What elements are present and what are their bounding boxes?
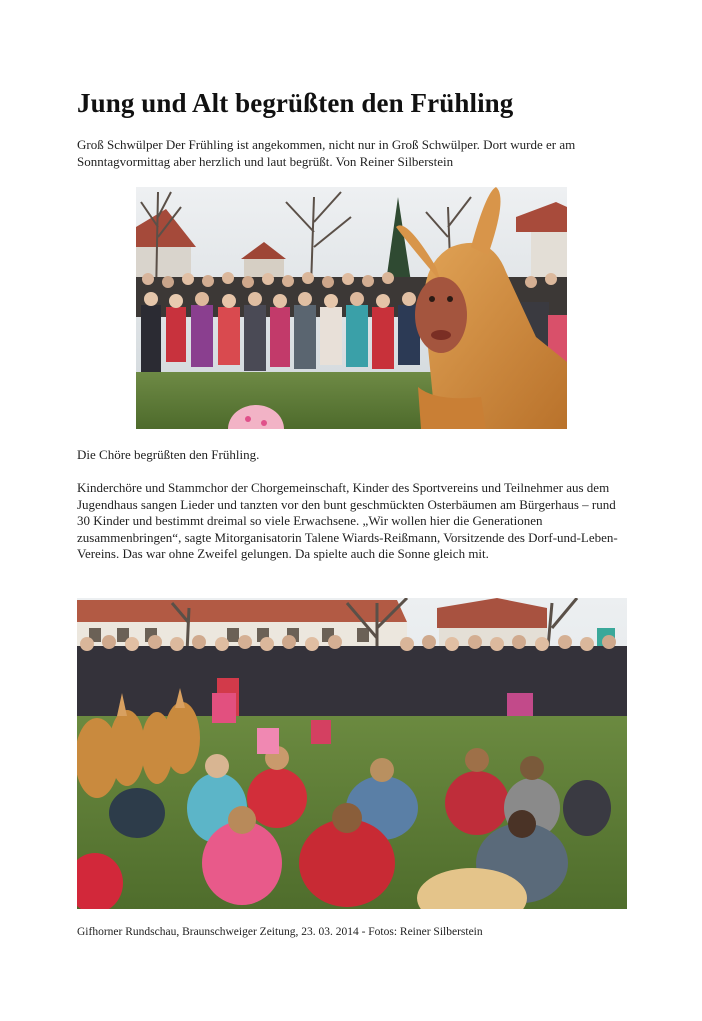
photo-children-circle-dance (77, 598, 627, 909)
photo-caption: Die Chöre begrüßten den Frühling. (77, 447, 260, 462)
article-headline: Jung und Alt begrüßten den Frühling (77, 88, 514, 118)
article-body: Kinderchöre und Stammchor der Chorgemeinschaft, Kinder des Sportvereins und Teilnehmer aus dem Jugendhaus sangen Lieder und tanzten vor den bunt geschmückten Osterbäumen am Bürgerhaus – rund 30 Kinder und bestimmt dreimal so viele Erwachsene. „Wir wollen hier die Generationen zusammenbringen“, sagte Mitorganisatorin Talene Wiards-Reißmann, Vorsitzende des Dorf-und-Leben-Vereins. Das war ohne Zweifel gelungen. Da spielte auch die Sonne gleich mit. (77, 480, 618, 561)
photo-credit: Gifhorner Rundschau, Braunschweiger Zeitung, 23. 03. 2014 - Fotos: Reiner Silberstein (77, 926, 483, 938)
article-lead: Groß Schwülper Der Frühling ist angekommen, nicht nur in Groß Schwülper. Dort wurde er am Sonntagvormittag aber herzlich und laut begrüßt. Von Reiner Silberstein (77, 137, 576, 169)
photo-choir-easter-bunny (136, 187, 567, 429)
